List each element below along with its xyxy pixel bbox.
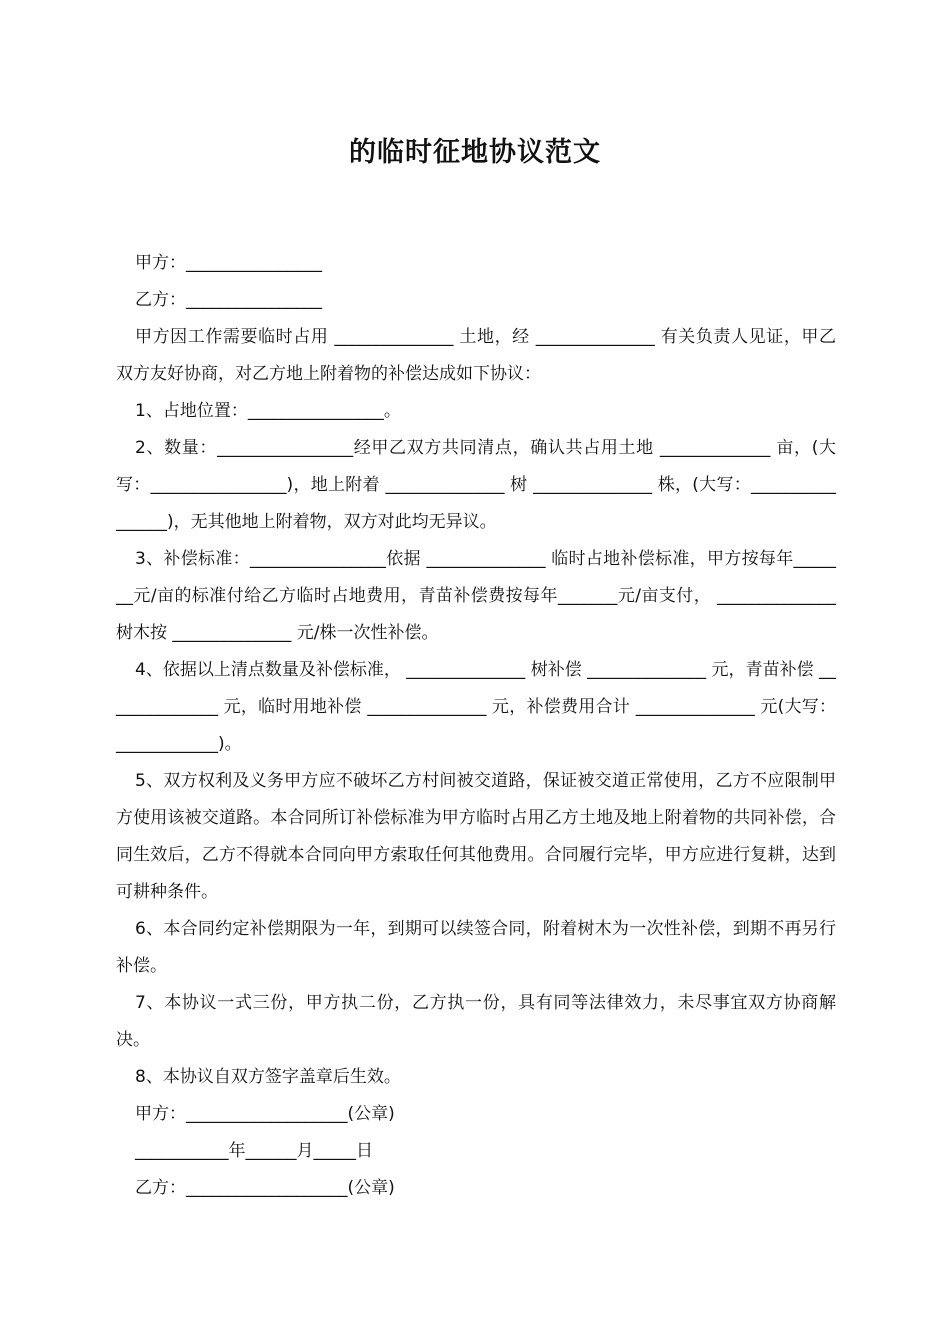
signature-party-b: 乙方：___________________(公章)	[135, 1178, 395, 1198]
clause-8-effect: 8、本协议自双方签字盖章后生效。	[135, 1067, 401, 1087]
clause-1-location: 1、占地位置：________________。	[135, 401, 401, 421]
clause-5-rights: 5、双方权利及义务甲方应不破坏乙方村间被交道路，保证被交道正常使用，乙方不应限制甲方使用该被交道路。本合同所订补偿标准为甲方临时占用乙方土地及地上附着物的共同补偿，合同生效后，乙方不得就本合同向甲方索取任何其他费用。合同履行完毕，甲方应进行复耕，达到可耕种条件。	[116, 771, 836, 902]
clause-7-copies: 7、本协议一式三份，甲方执二份，乙方执一份，具有同等法律效力，未尽事宜双方协商解决。	[116, 993, 836, 1050]
preamble-paragraph: 甲方因工作需要临时占用 ______________ 土地，经 ______________ 有关负责人见证，甲乙双方友好协商，对乙方地上附着物的补偿达成如下协议：	[116, 327, 836, 384]
party-b-line: 乙方：________________	[135, 290, 322, 310]
clause-4-amounts: 4、依据以上清点数量及补偿标准， ______________ 树补偿 ______________ 元，青苗补偿 ______________ 元，临时用地补偿 ______________ 元，补偿费用合计 ______________ 元(大写：____________)。	[116, 660, 836, 754]
clause-2-quantity: 2、数量：________________经甲乙双方共同清点，确认共占用土地 _____________ 亩，(大写：________________)，地上附着 ______________ 树 ______________ 株，(大写：________________)，无其他地上附着物，双方对此均无异议。	[116, 438, 836, 532]
clause-6-term: 6、本合同约定补偿期限为一年，到期可以续签合同，附着树木为一次性补偿，到期不再另行补偿。	[116, 919, 836, 976]
signature-date: ___________年______月_____日	[135, 1141, 373, 1161]
document-title: 的临时征地协议范文	[349, 137, 601, 168]
party-a-line: 甲方：________________	[135, 253, 322, 273]
signature-party-a: 甲方：___________________(公章)	[135, 1104, 395, 1124]
clause-3-standard: 3、补偿标准：________________依据 ______________ 临时占地补偿标准，甲方按每年_______元/亩的标准付给乙方临时占地费用，青苗补偿费按每年_______元/亩支付， ______________ 树木按 ______________ 元/株一次性补偿。	[116, 549, 836, 643]
document-body	[116, 245, 836, 1207]
